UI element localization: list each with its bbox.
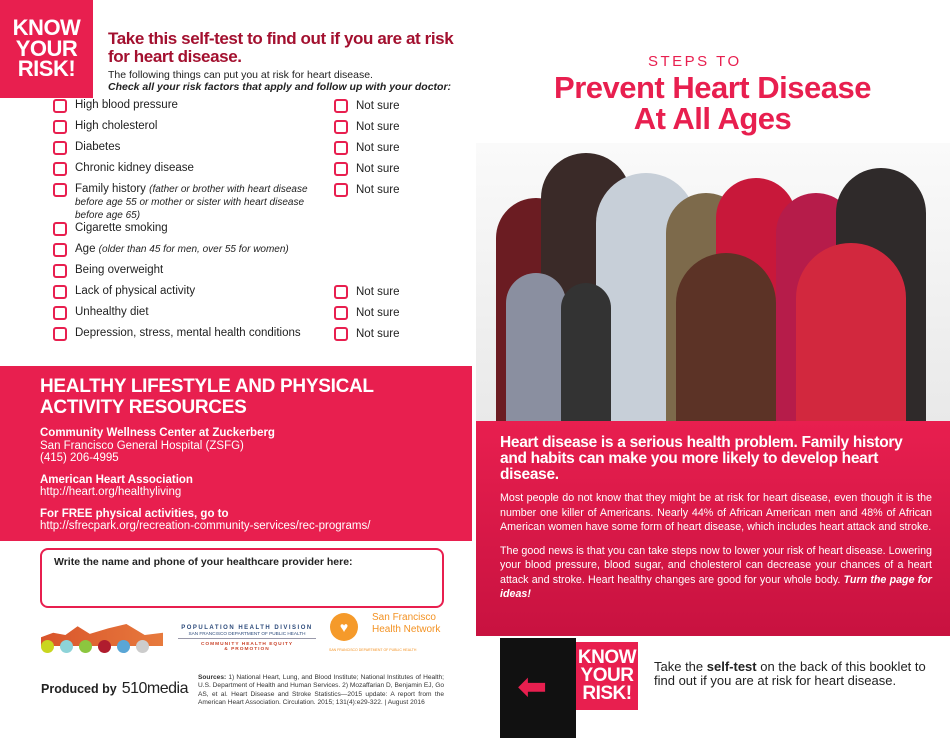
main-title [475, 72, 950, 134]
risk-option [53, 120, 334, 134]
logo-text: & PROMOTION [224, 647, 270, 652]
risk-option [53, 306, 334, 320]
risk-item [53, 99, 463, 120]
risk-label-text: Diabetes [75, 141, 121, 153]
cta-pre: Take the [654, 659, 707, 674]
resource-2 [40, 474, 442, 499]
not-sure-option [334, 183, 399, 197]
not-sure-label: Not sure [356, 286, 400, 298]
sources [198, 674, 444, 707]
risk-label [75, 243, 289, 257]
not-sure-option [334, 285, 399, 299]
not-sure-option [334, 306, 399, 320]
risk-option [53, 99, 334, 113]
info-paragraph-2 [500, 544, 932, 602]
sources-text: 1) National Heart, Lung, and Blood Institute; National Institutes of Health; U.S. Department of Health and Human Services. 2) Mozaffarian D, Benjamin EJ, Go AS, et al. Heart Disease and Stroke Statistics—2015 update: A report from the American Heart Association. Circulation. 2015; 131(4):e29-322. | August 2016 [198, 674, 444, 706]
not-sure-checkbox[interactable] [334, 162, 348, 176]
risk-option [53, 327, 334, 341]
risk-label-text: Unhealthy diet [75, 306, 149, 318]
skyline-logo [41, 616, 163, 654]
provider-prompt: Write the name and phone of your healthcare provider here: [54, 556, 353, 568]
risk-label-text: Age [75, 243, 96, 255]
risk-checkbox[interactable] [53, 99, 67, 113]
risk-label [75, 120, 157, 134]
not-sure-option [334, 327, 399, 341]
cta-post: on the back of this booklet to find out if you are at risk for heart disease. [654, 659, 926, 688]
badge-line: KNOW [12, 14, 81, 40]
not-sure-checkbox[interactable] [334, 285, 348, 299]
risk-label [75, 99, 178, 113]
not-sure-checkbox[interactable] [334, 99, 348, 113]
risk-checkbox[interactable] [53, 243, 67, 257]
risk-checkbox[interactable] [53, 222, 67, 236]
risk-item [53, 327, 463, 348]
risk-label-text: Chronic kidney disease [75, 162, 194, 174]
sources-label: Sources: [198, 674, 227, 681]
steps-to-label: STEPS TO [648, 53, 742, 70]
risk-option [53, 285, 334, 299]
risk-option [53, 243, 334, 257]
logo-text: Health Network [372, 624, 441, 635]
risk-item [53, 285, 463, 306]
risk-note: (older than 45 for men, over 55 for women) [98, 244, 289, 255]
risk-label [75, 327, 301, 341]
badge-line: YOUR [15, 35, 78, 61]
not-sure-label: Not sure [356, 163, 400, 175]
risk-item [53, 243, 463, 264]
risk-label-text: High blood pressure [75, 99, 178, 111]
info-section [476, 421, 950, 636]
logo-text: COMMUNITY HEALTH EQUITY [200, 642, 294, 647]
not-sure-label: Not sure [356, 142, 400, 154]
risk-checklist [53, 99, 463, 348]
logo-text: San Francisco [372, 612, 436, 623]
not-sure-label: Not sure [356, 100, 400, 112]
info-headline: Heart disease is a serious health problem. Family history and habits can make you more likely to develop heart disease. [500, 434, 903, 483]
risk-checkbox[interactable] [53, 120, 67, 134]
risk-option [53, 222, 334, 236]
not-sure-option [334, 162, 399, 176]
cta-badge [576, 642, 638, 710]
not-sure-checkbox[interactable] [334, 327, 348, 341]
risk-item [53, 162, 463, 183]
risk-label-text: Cigarette smoking [75, 222, 168, 234]
risk-item [53, 120, 463, 141]
not-sure-label: Not sure [356, 121, 400, 133]
produced-by-label: Produced by [41, 682, 117, 696]
risk-checkbox[interactable] [53, 162, 67, 176]
cta-dark-panel [500, 638, 576, 738]
risk-item [53, 141, 463, 162]
resource-name: For FREE physical activities, go to [40, 507, 229, 520]
risk-label [75, 183, 334, 222]
cta-bold: self-test [706, 659, 757, 674]
sfhn-logo [329, 612, 444, 652]
risk-checkbox[interactable] [53, 141, 67, 155]
arrow-left-icon: ⬅ [518, 668, 547, 706]
not-sure-option [334, 141, 399, 155]
risk-checkbox[interactable] [53, 183, 67, 197]
turn-page-link: Turn the page for ideas! [500, 573, 932, 600]
intro-text: The following things can put you at risk for heart disease. [108, 69, 373, 81]
risk-label [75, 222, 168, 236]
resource-phone: (415) 206-4995 [40, 452, 119, 464]
resource-name: American Heart Association [40, 473, 193, 486]
heart-icon: ♥ [330, 613, 358, 641]
risk-item [53, 306, 463, 327]
paragraph-text: The good news is that you can take steps now to lower your risk of heart disease. Lowering your blood pressure, blood sugar, and cholesterol can decrease your chances of a heart attack and stroke. Heart healthy changes are good for your whole body. [500, 544, 932, 586]
not-sure-label: Not sure [356, 328, 400, 340]
risk-item [53, 222, 463, 243]
resources-section [0, 366, 472, 541]
badge-line: YOUR [580, 664, 634, 686]
resource-name: Community Wellness Center at Zuckerberg [40, 427, 275, 439]
risk-item [53, 264, 463, 285]
not-sure-option [334, 99, 399, 113]
not-sure-option [334, 120, 399, 134]
title-line: At All Ages [633, 101, 792, 136]
not-sure-label: Not sure [356, 184, 400, 196]
cta-section [476, 638, 950, 738]
risk-option [53, 183, 334, 222]
risk-option [53, 264, 334, 278]
self-test-title: Take this self-test to find out if you are at risk for heart disease. [108, 29, 454, 66]
resource-line: San Francisco General Hospital (ZSFG) [40, 439, 244, 452]
not-sure-checkbox[interactable] [334, 141, 348, 155]
info-paragraph: Most people do not know that they might be at risk for heart disease, even though it is the number one killer of Americans. Nearly 44% of African American men and 48% of African American women have some form of heart disease, which includes heart attack and stroke. [500, 492, 932, 533]
risk-label-text: Family history [75, 183, 146, 195]
family-photo [476, 143, 950, 421]
cta-text [654, 660, 932, 688]
risk-label-text: High cholesterol [75, 120, 158, 132]
resource-link[interactable]: http://sfrecpark.org/recreation-community-services/rec-programs/ [40, 520, 371, 532]
producer-logo: 510media [121, 680, 188, 697]
risk-label [75, 306, 149, 320]
resource-3 [40, 508, 442, 533]
risk-label [75, 285, 195, 299]
logo-text: POPULATION HEALTH DIVISION [181, 625, 313, 631]
risk-option [53, 162, 334, 176]
risk-note: (father or brother with heart disease before age 55 or mother or sister with heart disease before age 65) [75, 184, 308, 221]
not-sure-label: Not sure [356, 307, 400, 319]
logo-text: SAN FRANCISCO DEPARTMENT OF PUBLIC HEALTH [329, 648, 417, 652]
risk-label-text: Being overweight [75, 264, 164, 276]
risk-checkbox[interactable] [53, 327, 67, 341]
risk-label-text: Lack of physical activity [75, 285, 196, 297]
risk-label [75, 162, 194, 176]
produced-by [41, 680, 188, 698]
resource-link[interactable]: http://heart.org/healthyliving [40, 486, 182, 498]
risk-checkbox[interactable] [53, 264, 67, 278]
resource-1 [40, 427, 442, 465]
risk-option [53, 141, 334, 155]
risk-label-text: Depression, stress, mental health conditions [75, 327, 301, 339]
risk-checkbox[interactable] [53, 306, 67, 320]
badge-line: RISK! [17, 56, 76, 82]
resources-title: HEALTHY LIFESTYLE AND PHYSICAL ACTIVITY RESOURCES [40, 376, 374, 418]
badge-line: RISK! [582, 683, 632, 705]
risk-label [75, 141, 120, 155]
logo-text: SAN FRANCISCO DEPARTMENT OF PUBLIC HEALTH [178, 631, 316, 639]
not-sure-checkbox[interactable] [334, 120, 348, 134]
self-test-column [53, 30, 463, 348]
not-sure-checkbox[interactable] [334, 183, 348, 197]
self-test-header [108, 30, 463, 93]
risk-label [75, 264, 163, 278]
population-health-logo [178, 625, 316, 652]
badge-line: KNOW [577, 646, 637, 668]
not-sure-checkbox[interactable] [334, 306, 348, 320]
risk-checkbox[interactable] [53, 285, 67, 299]
intro-bold: Check all your risk factors that apply and follow up with your doctor: [108, 81, 452, 93]
title-line: Prevent Heart Disease [554, 70, 871, 105]
provider-box[interactable] [40, 548, 444, 608]
risk-item [53, 183, 463, 222]
